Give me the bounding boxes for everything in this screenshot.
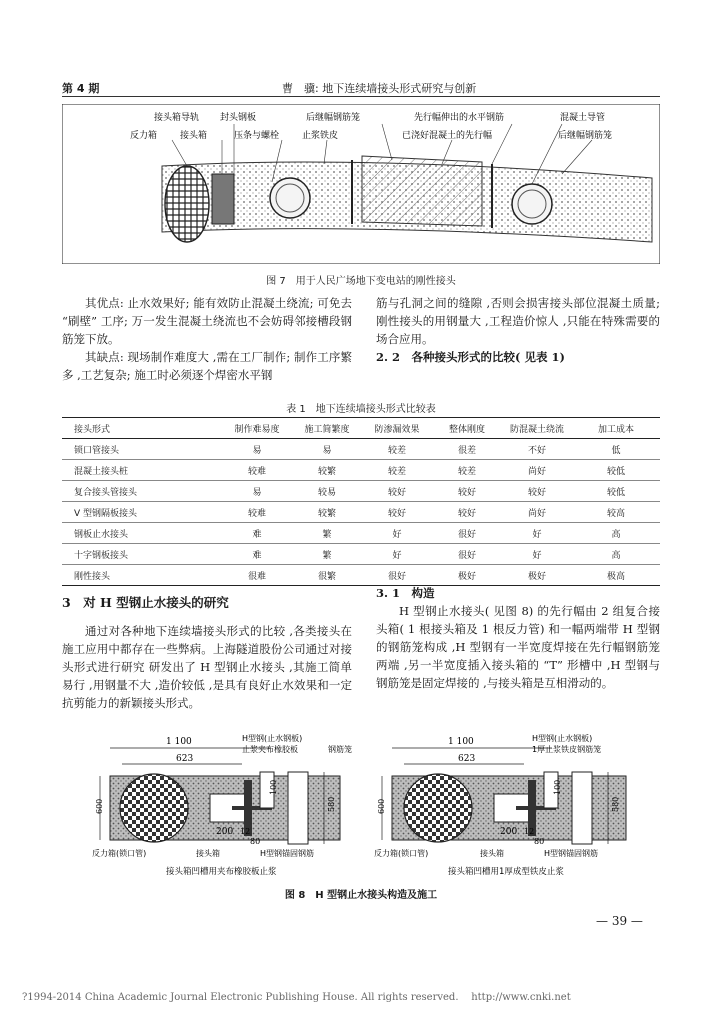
table-1 [62,417,660,586]
table-cell: 混凝土接头桩 [62,460,222,481]
table-cell: 尚好 [502,502,572,523]
table-row [62,565,660,586]
fig7-label: 后继幅钢筋笼 [306,113,361,123]
table-cell: 好 [362,544,432,565]
fig8-sub-caption: 接头箱凹槽用夹布橡胶板止浆 [166,867,277,877]
table-cell: 较差 [362,460,432,481]
table-cell: 较繁 [292,460,362,481]
dim-label: 200 [216,827,234,837]
dim-label: 600 [377,798,386,814]
table-cell: 较难 [222,502,292,523]
table-cell: 较好 [432,481,502,502]
dim-label: 200 [500,827,518,837]
dim-label: 1 100 [166,737,192,747]
figure-8-drawing [92,732,654,882]
figure-7-drawing [62,104,660,264]
table-cell: 很好 [432,523,502,544]
fig8-sub-caption: 接头箱凹槽用1厚成型铁皮止浆 [448,867,564,877]
running-title: 曹 骥: 地下连续墙接头形式研究与创新 [282,82,477,95]
table-row [62,544,660,565]
issue-label: 第 4 期 [62,82,100,95]
table-cell: 较好 [362,502,432,523]
table-cell: 较好 [432,502,502,523]
table-cell: 较难 [222,460,292,481]
table-cell: 较好 [502,481,572,502]
table-cell: 繁 [292,523,362,544]
table-cell: 较繁 [292,502,362,523]
fig7-label: 封头钢板 [220,113,257,123]
col-header: 整体刚度 [432,418,502,439]
fig8-label: 接头箱 [196,849,220,858]
fig7-label: 止浆铁皮 [302,131,339,141]
table-cell: 刚性接头 [62,565,222,586]
fig8-label: 反力箱(锁口管) [92,849,147,858]
dim-label: 12 [240,827,251,836]
right-column-1 [376,294,660,366]
fig8-label: 1厚止浆铁皮钢筋笼 [532,745,602,754]
table-cell: 高 [572,523,660,544]
table-cell: 很好 [432,544,502,565]
table-cell: 较差 [362,439,432,460]
table-header-row [62,418,660,439]
table-cell: 不好 [502,439,572,460]
col-header: 施工简繁度 [292,418,362,439]
fig7-label: 接头箱 [180,131,208,141]
fig8-label: 接头箱 [480,849,504,858]
table-cell: 较低 [572,460,660,481]
disadvantages-paragraph: 其缺点: 现场制作难度大 ,需在工厂制作; 制作工序繁多 ,工艺复杂; 施工时必须逐个焊密水平钢 [62,350,352,382]
fig8-right-detail [374,733,626,877]
dim-label: 623 [176,754,194,764]
fig8-label: H型钢锚固钢筋 [544,849,599,858]
copyright-footer: ?1994-2014 China Academic Journal Electronic Publishing House. All rights reserved. http://www.cnki.net [22,992,571,1003]
dim-label: 80 [250,837,261,846]
fig8-left-detail [92,733,352,877]
table-cell: V 型钢隔板接头 [62,502,222,523]
table-row [62,523,660,544]
dim-label: 1 100 [448,737,474,747]
dim-label: 580 [327,796,336,812]
left-column-2 [62,594,352,712]
fig7-label: 后继幅钢筋笼 [558,131,613,141]
left-column-1 [62,294,352,384]
section-3-heading: 3 对 H 型钢止水接头的研究 [62,595,229,610]
figure-8 [92,732,654,882]
header-rule [62,96,660,97]
table-cell: 低 [572,439,660,460]
figure-7 [62,104,660,264]
table-row [62,502,660,523]
comparison-table [62,417,660,586]
continuation-paragraph: 筋与孔洞之间的缝隙 ,否则会损害接头部位混凝土质量; 刚性接头的用钢量大 ,工程造价惊人 ,只能在特殊需要的场合应用。 [376,296,660,346]
table-cell: 极好 [502,565,572,586]
table-row [62,460,660,481]
table-cell: 较低 [572,481,660,502]
col-header: 防渗漏效果 [362,418,432,439]
table-cell: 易 [222,481,292,502]
dim-label: 600 [95,798,104,814]
dim-label: 100 [553,779,562,795]
table-cell: 复合接头管接头 [62,481,222,502]
fig7-label: 先行幅伸出的水平钢筋 [414,113,505,123]
col-header: 防混凝土绕流 [502,418,572,439]
fig7-label: 已浇好混凝土的先行幅 [402,131,493,141]
fig7-label: 混凝土导管 [560,113,606,123]
table-cell: 较好 [362,481,432,502]
table-row [62,481,660,502]
table-cell: 繁 [292,544,362,565]
table-cell: 难 [222,523,292,544]
col-header: 接头形式 [62,418,222,439]
table-cell: 很难 [222,565,292,586]
construction-paragraph: H 型钢止水接头( 见图 8) 的先行幅由 2 组复合接头箱( 1 根接头箱及 1 根反力管) 和一幅两端带 H 型钢的钢筋笼构成 ,H 型钢有一半宽度焊接在先行幅钢筋笼两端 ,另一半宽度插入接头箱的 “T” 形槽中 ,H 型钢与钢筋笼是固定焊接的 ,与接头箱是互相滑动的。 [376,604,660,690]
dim-label: 100 [269,779,278,795]
fig8-label: 反力箱(锁口管) [374,849,429,858]
dim-label: 80 [534,837,545,846]
table-cell: 较易 [292,481,362,502]
col-header: 加工成本 [572,418,660,439]
table-row [62,439,660,460]
table-cell: 较差 [432,460,502,481]
table-cell: 很好 [362,565,432,586]
dim-label: 580 [611,796,620,812]
fig8-label: 钢筋笼 [328,745,352,754]
table-cell: 极好 [432,565,502,586]
table-1-caption: 表 1 地下连续墙接头形式比较表 [286,404,436,415]
figure-7-caption: 图 7 用于人民广场地下变电站的刚性接头 [266,276,456,287]
fig7-label: 接头箱导轨 [154,113,200,123]
fig7-label: 反力箱 [130,131,158,141]
section-2-2-heading: 2. 2 各种接头形式的比较( 见表 1) [376,350,565,364]
fig8-label: H型钢(止水钢板) [242,734,303,743]
right-column-2 [376,584,660,692]
table-cell: 极高 [572,565,660,586]
table-cell: 尚好 [502,460,572,481]
table-cell: 好 [362,523,432,544]
table-cell: 钢板止水接头 [62,523,222,544]
advantages-paragraph: 其优点: 止水效果好; 能有效防止混凝土绕流; 可免去 “刷壁” 工序; 万一发生混凝土绕流也不会妨碍邻接槽段钢筋笼下放。 [62,296,352,346]
table-cell: 较高 [572,502,660,523]
fig8-label: H型钢(止水钢板) [532,734,593,743]
section-3-paragraph: 通过对各种地下连续墙接头形式的比较 ,各类接头在施工应用中都存在一些弊病。上海隧道股份公司通过对接头形式进行研究 研发出了 H 型钢止水接头 ,其施工简单易行 ,用钢量不大 ,造价较低 ,是具有良好止水效果和一定抗剪能力的新颖接头形式。 [62,624,352,710]
page-number: — 39 — [596,914,643,928]
fig8-label: 止浆夹布橡胶板 [242,745,298,754]
dim-label: 623 [458,754,476,764]
table-cell: 十字钢板接头 [62,544,222,565]
fig8-label: H型钢锚固钢筋 [260,849,315,858]
table-cell: 锁口管接头 [62,439,222,460]
col-header: 制作难易度 [222,418,292,439]
fig7-label: 压条与螺栓 [234,131,280,141]
table-cell: 易 [222,439,292,460]
table-cell: 好 [502,523,572,544]
table-cell: 易 [292,439,362,460]
table-cell: 很差 [432,439,502,460]
table-cell: 高 [572,544,660,565]
figure-8-caption: 图 8 H 型钢止水接头构造及施工 [284,890,438,901]
dim-label: 12 [524,827,535,836]
table-cell: 难 [222,544,292,565]
table-cell: 很繁 [292,565,362,586]
section-3-1-heading: 3. 1 构造 [376,586,435,600]
table-cell: 好 [502,544,572,565]
